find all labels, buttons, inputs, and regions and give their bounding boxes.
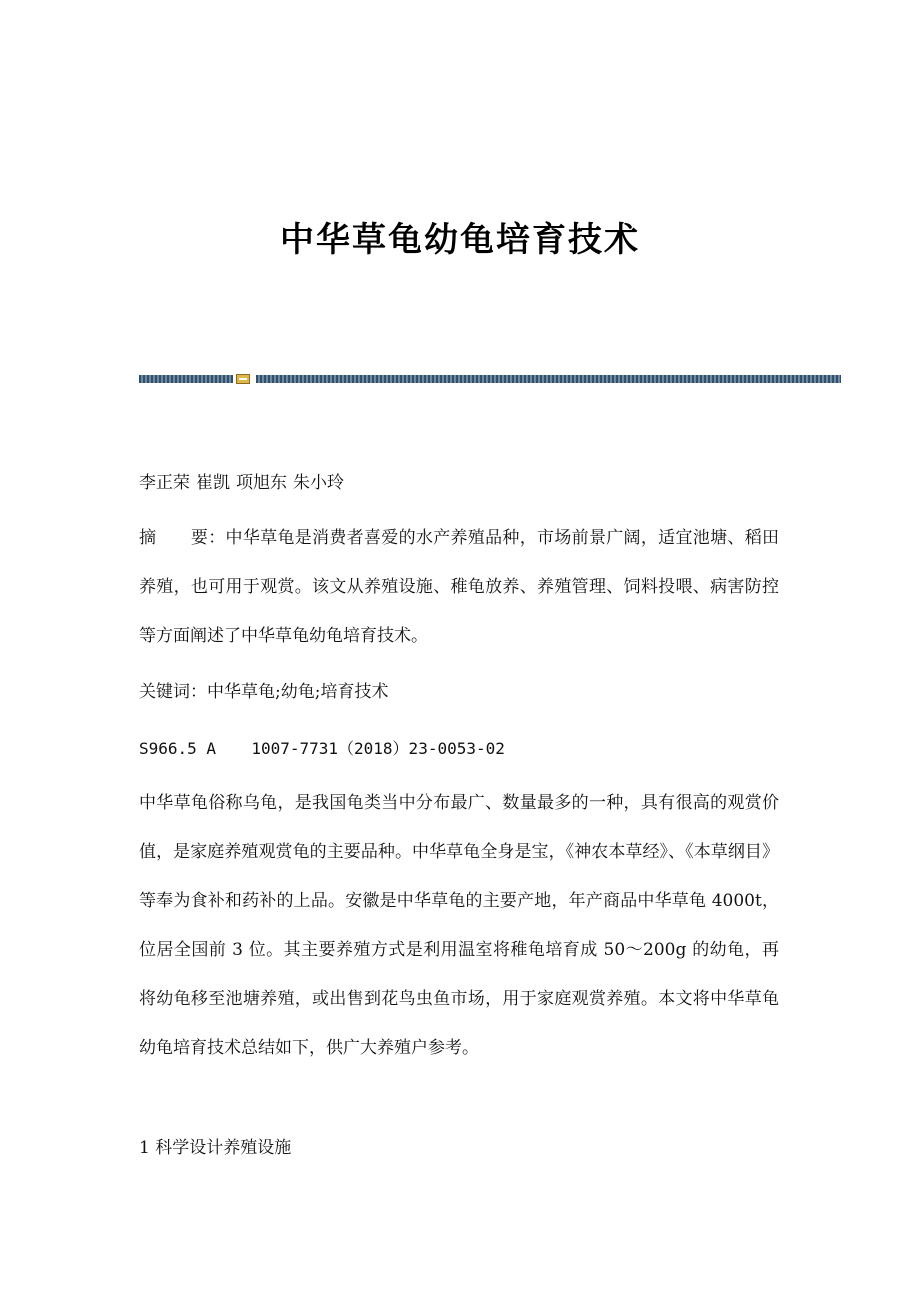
abstract-label: 摘 要： <box>139 528 226 548</box>
divider-ornament-icon <box>236 374 250 384</box>
document-title: 中华草龟幼龟培育技术 <box>280 220 640 260</box>
abstract <box>139 514 779 661</box>
divider-bar-left <box>139 375 233 383</box>
divider-bar-right <box>256 375 841 383</box>
keywords-label: 关键词： <box>139 682 207 702</box>
section-heading: 1 科学设计养殖设施 <box>139 1138 292 1158</box>
title-divider <box>139 374 841 384</box>
author-list <box>139 471 350 495</box>
author-name: 项旭东 <box>236 473 287 493</box>
author-name: 朱小玲 <box>293 473 344 493</box>
keywords-value: 中华草龟;幼龟;培育技术 <box>207 682 389 702</box>
keywords <box>139 680 388 704</box>
abstract-text: 中华草龟是消费者喜爱的水产养殖品种，市场前景广阔，适宜池塘、稻田养殖，也可用于观赏。该文从养殖设施、稚龟放养、养殖管理、饲料投喂、病害防控等方面阐述了中华草龟幼龟培育技术。 <box>139 528 780 646</box>
classification-code: S966.5 A 1007-7731（2018）23-0053-02 <box>139 739 505 758</box>
author-name: 崔凯 <box>196 473 230 493</box>
body-paragraph: 中华草龟俗称乌龟，是我国龟类当中分布最广、数量最多的一种，具有很高的观赏价值，是家庭养殖观赏龟的主要品种。中华草龟全身是宝，《神农本草经》、《本草纲目》等奉为食补和药补的上品。安徽是中华草龟的主要产地，年产商品中华草龟 4000t，位居全国前 3 位。其主要养殖方式是利用温室将稚龟培育成 50～200g 的幼龟，再将幼龟移至池塘养殖，或出售到花鸟虫鱼市场，用于家庭观赏养殖。本文将中华草龟幼龟培育技术总结如下，供广大养殖户参考。 <box>139 793 779 1058</box>
author-name: 李正荣 <box>139 473 190 493</box>
